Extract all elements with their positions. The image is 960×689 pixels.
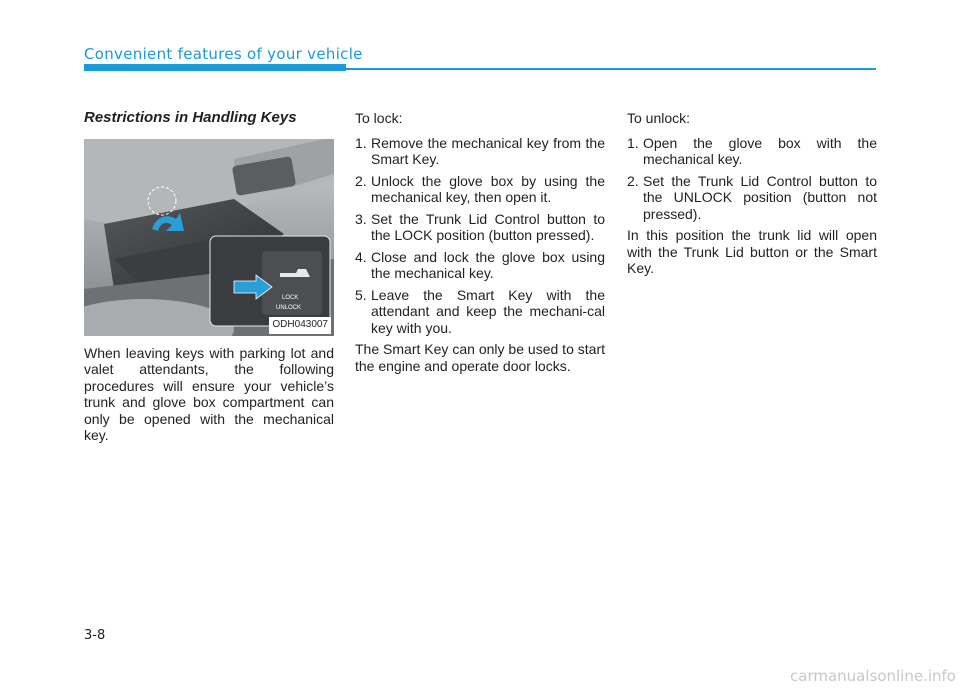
unlock-intro: To unlock: xyxy=(627,110,691,126)
glove-box-illustration xyxy=(84,139,334,336)
list-item xyxy=(355,135,605,168)
lock-intro: To lock: xyxy=(355,110,403,126)
column-2 xyxy=(355,110,605,380)
step-number: 2. xyxy=(627,172,639,189)
header-rule xyxy=(84,68,876,70)
step-number: 1. xyxy=(355,134,367,151)
list-item xyxy=(627,173,877,223)
lock-label: LOCK xyxy=(282,294,299,301)
step-text: Open the glove box with the mechanical key. xyxy=(643,134,877,167)
unlock-result-paragraph: In this position the trunk lid will open with the Trunk Lid button or the Smart Key. xyxy=(627,227,877,276)
step-text: Unlock the glove box by using the mechanical key, then open it. xyxy=(371,172,605,205)
watermark: carmanualsonline.info xyxy=(790,667,956,685)
page-number: 3-8 xyxy=(84,628,106,643)
step-text: Set the Trunk Lid Control button to the UNLOCK position (button not pressed). xyxy=(643,172,877,222)
list-item xyxy=(355,211,605,244)
column-3 xyxy=(627,110,877,283)
step-number: 4. xyxy=(355,248,367,265)
list-item xyxy=(355,173,605,206)
intro-paragraph: When leaving keys with parking lot and valet attendants, the following procedures will ensure your vehicle’s trunk and glove box compartment can only be opened with the mechanical key. xyxy=(84,344,334,443)
step-text: Remove the mechanical key from the Smart Key. xyxy=(371,134,605,167)
step-number: 5. xyxy=(355,286,367,303)
step-text: Close and lock the glove box using the mechanical key. xyxy=(371,248,605,281)
step-number: 2. xyxy=(355,172,367,189)
step-number: 3. xyxy=(355,210,367,227)
unlock-steps-list xyxy=(627,135,877,223)
step-number: 1. xyxy=(627,134,639,151)
unlock-label: UNLOCK xyxy=(276,304,302,311)
lock-steps-list xyxy=(355,135,605,337)
step-text: Leave the Smart Key with the attendant and keep the mechani-cal key with you. xyxy=(371,286,605,336)
figure-code: ODH043007 xyxy=(269,317,331,334)
list-item xyxy=(627,135,877,168)
list-item xyxy=(355,287,605,337)
smart-key-paragraph: The Smart Key can only be used to start the engine and operate door locks. xyxy=(355,341,605,374)
list-item xyxy=(355,249,605,282)
column-1 xyxy=(84,110,334,450)
section-heading: Restrictions in Handling Keys xyxy=(84,109,297,126)
step-text: Set the Trunk Lid Control button to the LOCK position (button pressed). xyxy=(371,210,605,243)
section-header-title: Convenient features of your vehicle xyxy=(84,45,363,63)
